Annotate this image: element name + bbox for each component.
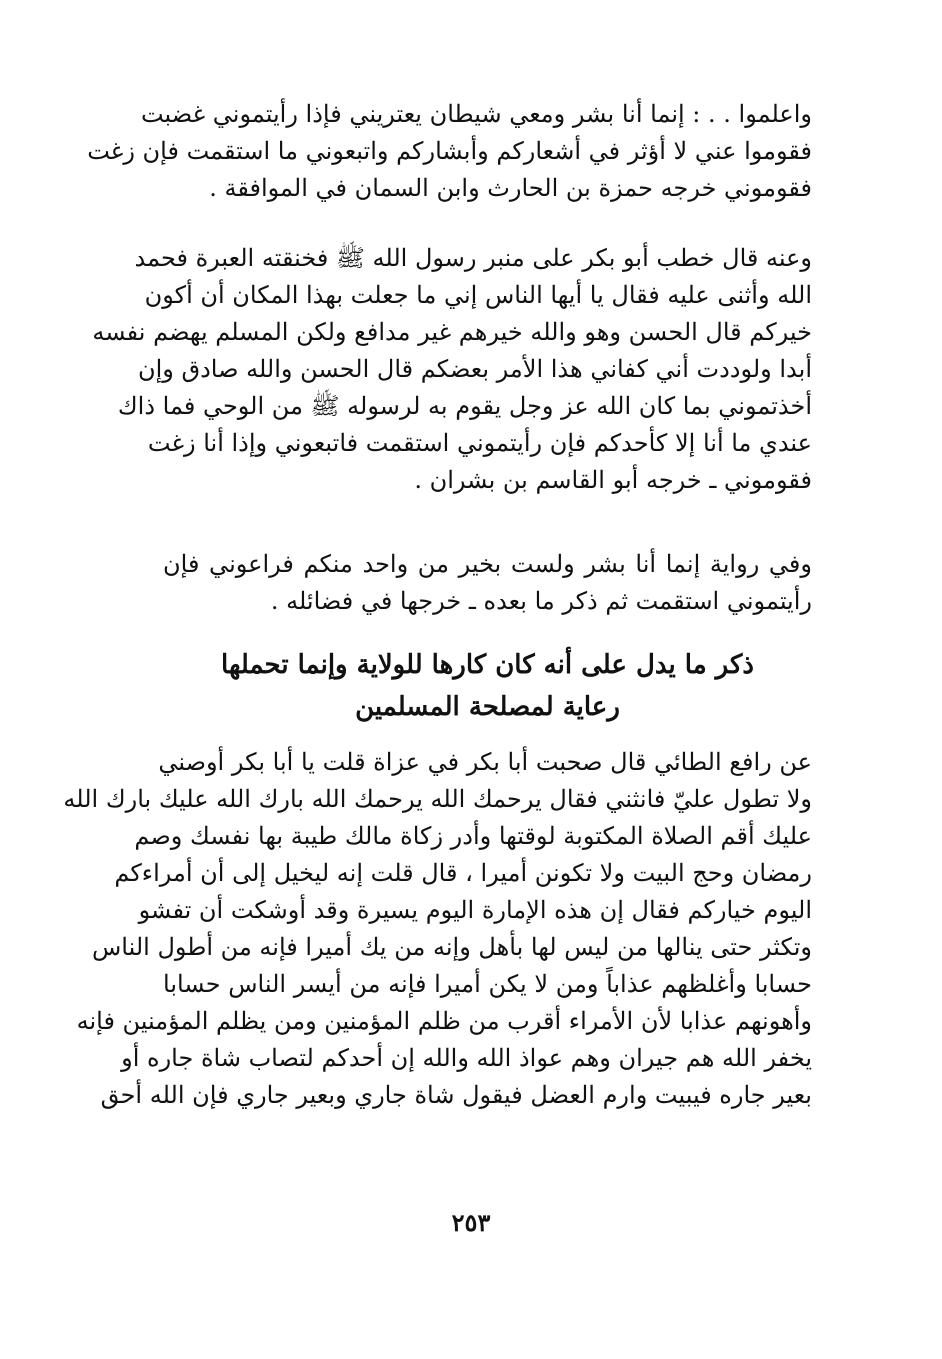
text-line: اليوم خياركم فقال إن هذه الإمارة اليوم يسيرة وقد أوشكت أن تفشو (138, 896, 812, 924)
text-line: فقوموني ـ خرجه أبو القاسم بن بشران . (414, 466, 812, 494)
text-line: عليك أقم الصلاة المكتوبة لوقتها وأدر زكاة مالك طيبة بها نفسك وصم (134, 822, 812, 850)
text-line: وفي رواية إنما أنا بشر ولست بخير من واحد منكم فراعوني فإن (163, 550, 812, 578)
text-line: خيركم قال الحسن وهو والله خيرهم غير مدافع ولكن المسلم يهضم نفسه (92, 318, 812, 346)
paragraph-3 (163, 546, 812, 620)
paragraph-2 (92, 240, 812, 499)
section-heading-line-2: رعاية لمصلحة المسلمين (355, 692, 620, 722)
text-line: بعير جاره فيبيت وارم العضل فيقول شاة جاري وبعير جاري فإن الله أحق (100, 1081, 812, 1109)
text-line: حسابا وأغلظهم عذاباً ومن لا يكن أميرا فإنه من أيسر الناس حسابا (163, 970, 812, 998)
paragraph-4 (63, 744, 812, 1114)
text-line: عندي ما أنا إلا كأحدكم فإن رأيتموني استقمت فاتبعوني وإذا أنا زغت (147, 429, 812, 457)
text-line: ولا تطول عليّ فانثني فقال يرحمك الله يرحمك الله بارك الله عليك بارك الله (63, 785, 812, 813)
text-line: رأيتموني استقمت ثم ذكر ما بعده ـ خرجها في فضائله . (270, 587, 812, 615)
text-line: عن رافع الطائي قال صحبت أبا بكر في عزاة قلت يا أبا بكر أوصني (158, 748, 812, 776)
text-line: وتكثر حتى ينالها من ليس لها بأهل وإنه من يك أميرا فإنه من أطول الناس (91, 933, 812, 961)
paragraph-1 (87, 96, 812, 207)
text-line: الله وأثنى عليه فقال يا أيها الناس إني ما جعلت بهذا المكان أن أكون (144, 281, 812, 309)
text-line: وأهونهم عذابا لأن الأمراء أقرب من ظلم المؤمنين ومن يظلم المؤمنين فإنه (76, 1007, 812, 1035)
text-line: رمضان وحج البيت ولا تكونن أميرا ، قال قلت إنه ليخيل إلى أن أمراءكم (114, 859, 812, 887)
text-line: فقوموني خرجه حمزة بن الحارث وابن السمان في الموافقة . (209, 174, 812, 202)
section-heading-line-1: ذكر ما يدل على أنه كان كارها للولاية وإنما تحملها (221, 650, 754, 680)
text-line: يخفر الله هم جيران وهم عواذ الله والله إن أحدكم لتصاب شاة جاره أو (121, 1044, 812, 1072)
text-line: أبدا ولوددت أني كفاني هذا الأمر بعضكم قال الحسن والله صادق وإن (137, 355, 812, 383)
text-line: فقوموا عني لا أؤثر في أشعاركم وأبشاركم واتبعوني ما استقمت فإن زغت (87, 137, 812, 165)
section-heading (163, 644, 812, 728)
text-line: وعنه قال خطب أبو بكر على منبر رسول الله ﷺ فخنقته العبرة فحمد (134, 244, 812, 272)
text-line: واعلموا . . : إنما أنا بشر ومعي شيطان يعتريني فإذا رأيتموني غضبت (140, 100, 812, 128)
text-line: أخذتموني بما كان الله عز وجل يقوم به لرسوله ﷺ من الوحي فما ذاك (117, 392, 812, 420)
page-number: ٢٥٣ (451, 1208, 491, 1237)
